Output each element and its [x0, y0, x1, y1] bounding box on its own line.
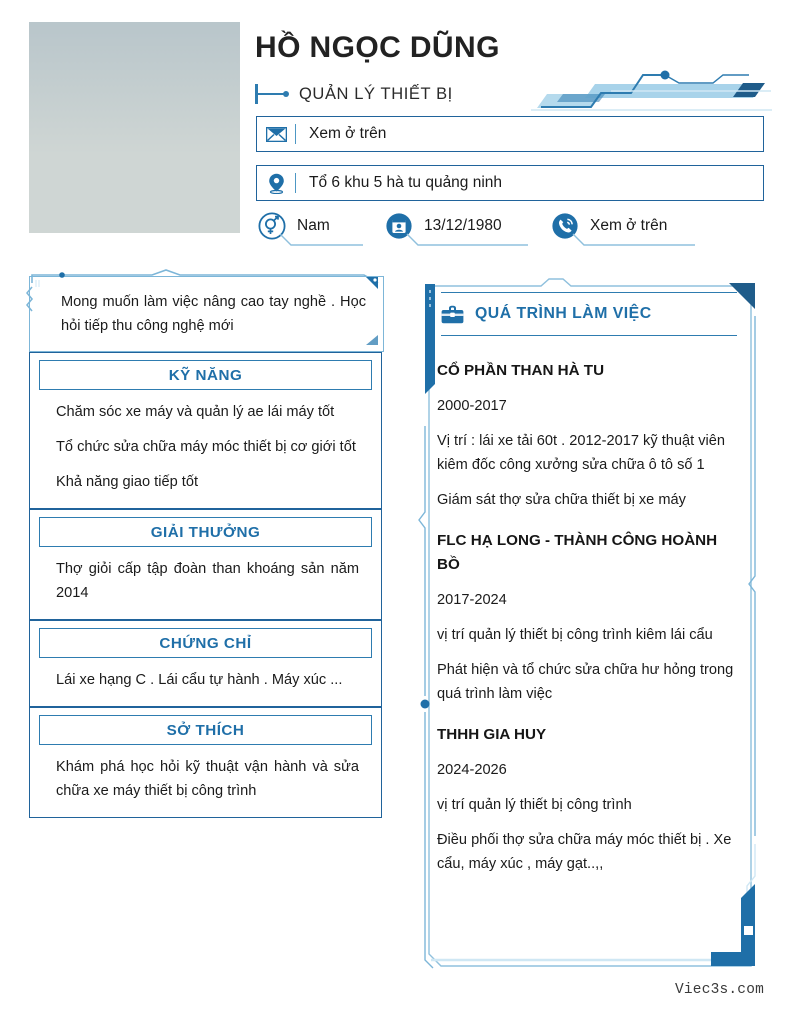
page-title: HỒ NGỌC DŨNG — [255, 31, 500, 64]
panel-body — [30, 390, 381, 508]
left-panel — [29, 620, 382, 707]
experience-detail: Vị trí : lái xe tải 60t . 2012-2017 kỹ thuật viên kiêm đốc công xưởng sửa chữa ô tô số 1 — [437, 433, 725, 473]
objective-text: Mong muốn làm việc nâng cao tay nghề . Học hỏi tiếp thu công nghệ mới — [61, 294, 366, 334]
experience-list — [437, 359, 743, 876]
left-panel — [29, 509, 382, 620]
panel-line: Tổ chức sửa chữa máy móc thiết bị cơ giới tốt — [56, 439, 356, 455]
footer-brand: Viec3s.com — [674, 982, 764, 998]
contact-email-row[interactable] — [256, 116, 764, 152]
left-panel — [29, 707, 382, 818]
experience-title: QUÁ TRÌNH LÀM VIỆC — [475, 305, 652, 322]
meta-row — [258, 208, 768, 252]
panel-body — [30, 745, 381, 817]
circuit-decoration-icon — [527, 61, 777, 111]
experience-period: 2017-2024 — [437, 592, 507, 608]
experience-company: FLC HẠ LONG - THÀNH CÔNG HOÀNH BỒ — [437, 532, 718, 573]
panel-title: KỸ NĂNG — [168, 366, 243, 384]
experience-detail: vị trí quản lý thiết bị công trình — [437, 797, 632, 813]
panel-line: Thợ giỏi cấp tập đoàn than khoáng sản năm 2014 — [56, 561, 359, 601]
experience-detail: Điều phối thợ sửa chữa máy móc thiết bị . Xe cẩu, máy xúc , máy gạt..,, — [437, 832, 732, 872]
portrait-photo — [29, 22, 240, 233]
experience-detail: Phát hiện và tổ chức sửa chữa hư hỏng trong quá trình làm việc — [437, 662, 734, 702]
experience-company: THHH GIA HUY — [437, 726, 547, 743]
panel-line: Chăm sóc xe máy và quản lý ae lái máy tốt — [56, 404, 335, 420]
job-title-row — [255, 82, 453, 106]
experience-company: CỔ PHẦN THAN HÀ TU — [437, 362, 605, 379]
meta-phone-value: Xem ở trên — [590, 217, 668, 234]
job-title: QUẢN LÝ THIẾT BỊ — [299, 84, 453, 103]
panel-line: Lái xe hạng C . Lái cẩu tự hành . Máy xúc ... — [56, 672, 343, 688]
panel-title-box — [39, 360, 372, 390]
avatar — [29, 22, 240, 233]
briefcase-icon — [441, 305, 464, 324]
meta-birthdate-value: 13/12/1980 — [424, 217, 502, 234]
experience-item — [437, 529, 743, 706]
panel-line: Khám phá học hỏi kỹ thuật vận hành và sửa chữa xe máy thiết bị công trình — [56, 759, 359, 799]
experience-item — [437, 359, 743, 512]
contact-address-value: Tổ 6 khu 5 hà tu quảng ninh — [309, 174, 503, 191]
experience-period: 2000-2017 — [437, 398, 507, 414]
role-dot-icon — [283, 91, 289, 97]
contact-address-row[interactable] — [256, 165, 764, 201]
objective-box — [29, 276, 384, 352]
cv-header — [0, 0, 800, 258]
experience-detail: Giám sát thợ sửa chữa thiết bị xe máy — [437, 492, 686, 508]
panel-title: SỞ THÍCH — [166, 721, 245, 739]
right-column — [411, 276, 766, 975]
meta-gender-value: Nam — [297, 217, 330, 234]
experience-detail: vị trí quản lý thiết bị công trình kiêm lái cẩu — [437, 627, 713, 643]
contact-email-value: Xem ở trên — [309, 125, 387, 142]
envelope-icon — [257, 127, 295, 142]
experience-period: 2024-2026 — [437, 762, 507, 778]
panel-title-box — [39, 715, 372, 745]
experience-item — [437, 723, 743, 876]
experience-header — [441, 292, 737, 336]
left-panel — [29, 352, 382, 509]
left-panel-list — [29, 352, 384, 818]
panel-title: GIẢI THƯỞNG — [150, 523, 261, 541]
panel-title-box — [39, 517, 372, 547]
panel-body — [30, 547, 381, 619]
panel-body — [30, 658, 381, 706]
meta-underline-decoration — [258, 208, 768, 252]
panel-title: CHỨNG CHỈ — [159, 634, 252, 652]
map-pin-icon — [257, 173, 295, 194]
panel-line: Khả năng giao tiếp tốt — [56, 474, 198, 490]
left-column — [29, 276, 384, 818]
role-line — [258, 93, 284, 95]
panel-title-box — [39, 628, 372, 658]
